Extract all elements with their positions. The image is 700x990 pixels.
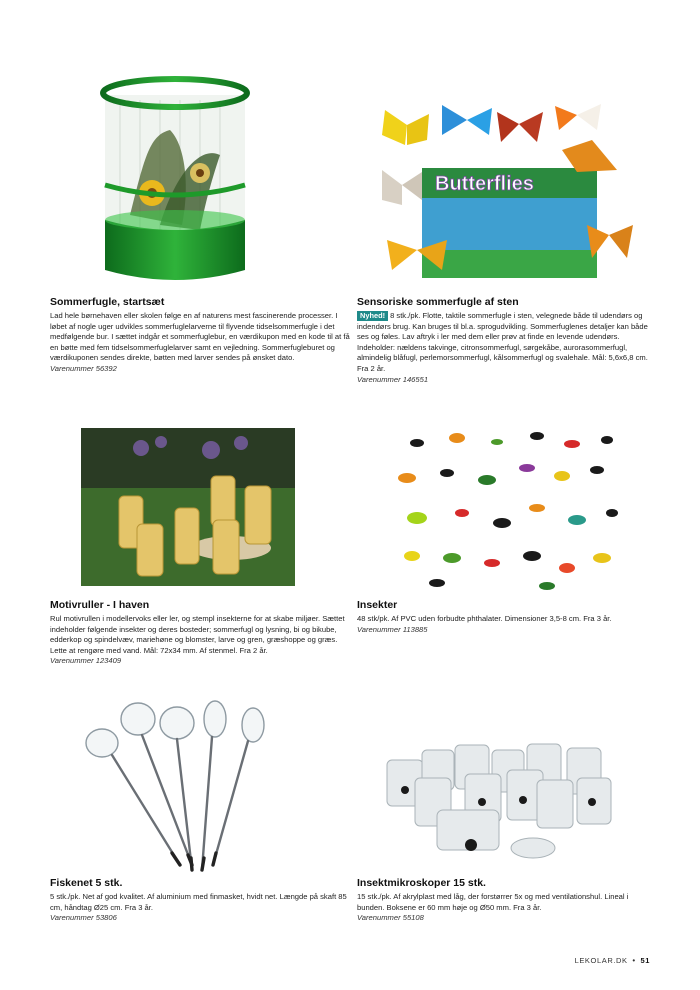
site-name: LEKOLAR.DK [574, 956, 628, 965]
product-sku: Varenummer 146551 [357, 374, 429, 384]
product-title: Sommerfugle, startsæt [50, 296, 165, 308]
page-footer [575, 956, 650, 965]
product-sku: Varenummer 53806 [50, 913, 117, 923]
page-number: 51 [640, 956, 650, 965]
product-sensory-butterflies [357, 60, 657, 390]
product-title: Fiskenet 5 stk. [50, 877, 123, 889]
product-description: 5 stk./pk. Net af god kvalitet. Af aluminium med finmasket, hvidt net. Længde på skaft 85 cm, håndtag Ø25 cm. Fra 3 år. [50, 892, 347, 912]
box-label: Butterflies [435, 173, 534, 195]
product-sku: Varenummer 123409 [50, 656, 122, 666]
product-insects [357, 428, 657, 678]
motif-rollers-image [81, 428, 295, 586]
product-description: 48 stk/pk. Af PVC uden forbudte phthalater. Dimensioner 3,5-8 cm. Fra 3 år. [357, 614, 612, 623]
product-title: Insekter [357, 599, 398, 611]
product-title: Insektmikroskoper 15 stk. [357, 877, 486, 889]
footer-separator: • [632, 956, 636, 965]
product-sku: Varenummer 113885 [357, 624, 428, 634]
product-title: Sensoriske sommerfugle af sten [357, 296, 519, 308]
product-description: Rul motivrullen i modellervoks eller ler, og stempl insekterne for at skabe miljøer. Sættet indeholder følgende insekter og deres bosteder; sommerfugl og lysning, bi og bikube, edderkop og spindelvæv, mariehøne og blomster, larve og gren, græshoppe og græs. Lette at rengøre med vand. Mål: 72x34 mm. Af stenmel. Fra 2 år. [50, 614, 345, 655]
product-description: 15 stk./pk. Af akrylplast med låg, der forstørrer 5x og med ventilationshul. Lineal i bunden. Boksene er 60 mm høje og Ø50 mm. Fra 3 år. [357, 892, 629, 912]
product-description: Nyhed! 8 stk./pk. Flotte, taktile sommerfugle i sten, velegnede både til udendørs og indendørs brug. Kan bruges til bl.a. sprogudvikling. Sommerfuglenes detaljer kan både ses og føles. Lav aftryk i ler med dem eller prøv at finde en levende udendørs. Indeholder: nældens takvinge, citronsommerfugl, sørgekåbe, aurorasommerfugl, almindelig blåfugl, perlemorsommerfugl, kålsommerfugl og svalehale. Mål: 5,6x6,8 cm. Fra 2 år. [357, 311, 648, 373]
product-description: Lad hele børnehaven eller skolen følge en af naturens mest fascinerende processer. I løbet af nogle uger udvikles sommerfuglelarverne til flyvende tidselsommerfugle i det medfølgende bur. I sættet indgår et sommerfuglebur, en værdikupon med en kode til at få en bøtte med fem tidselsommerfuglelarver samt en vejledning. Sommerfugleburet og værdikuponen sendes direkte, bøtten med larver sendes på ønsket dato. [50, 311, 350, 363]
product-title: Motivruller - I haven [50, 599, 150, 611]
product-sku: Varenummer 56392 [50, 363, 117, 373]
butterfly-habitat-image [90, 75, 260, 290]
insect-microscopes-image [367, 730, 627, 870]
product-butterfly-starter-kit [50, 60, 350, 390]
product-sku: Varenummer 55108 [357, 913, 424, 923]
product-fishing-nets [50, 695, 350, 925]
stone-butterflies-image [377, 100, 637, 285]
product-insect-microscopes [357, 695, 657, 925]
new-badge: Nyhed! [357, 311, 388, 321]
fishing-nets-image [80, 695, 310, 875]
product-motif-rollers [50, 428, 350, 678]
toy-insects-image [387, 428, 627, 593]
